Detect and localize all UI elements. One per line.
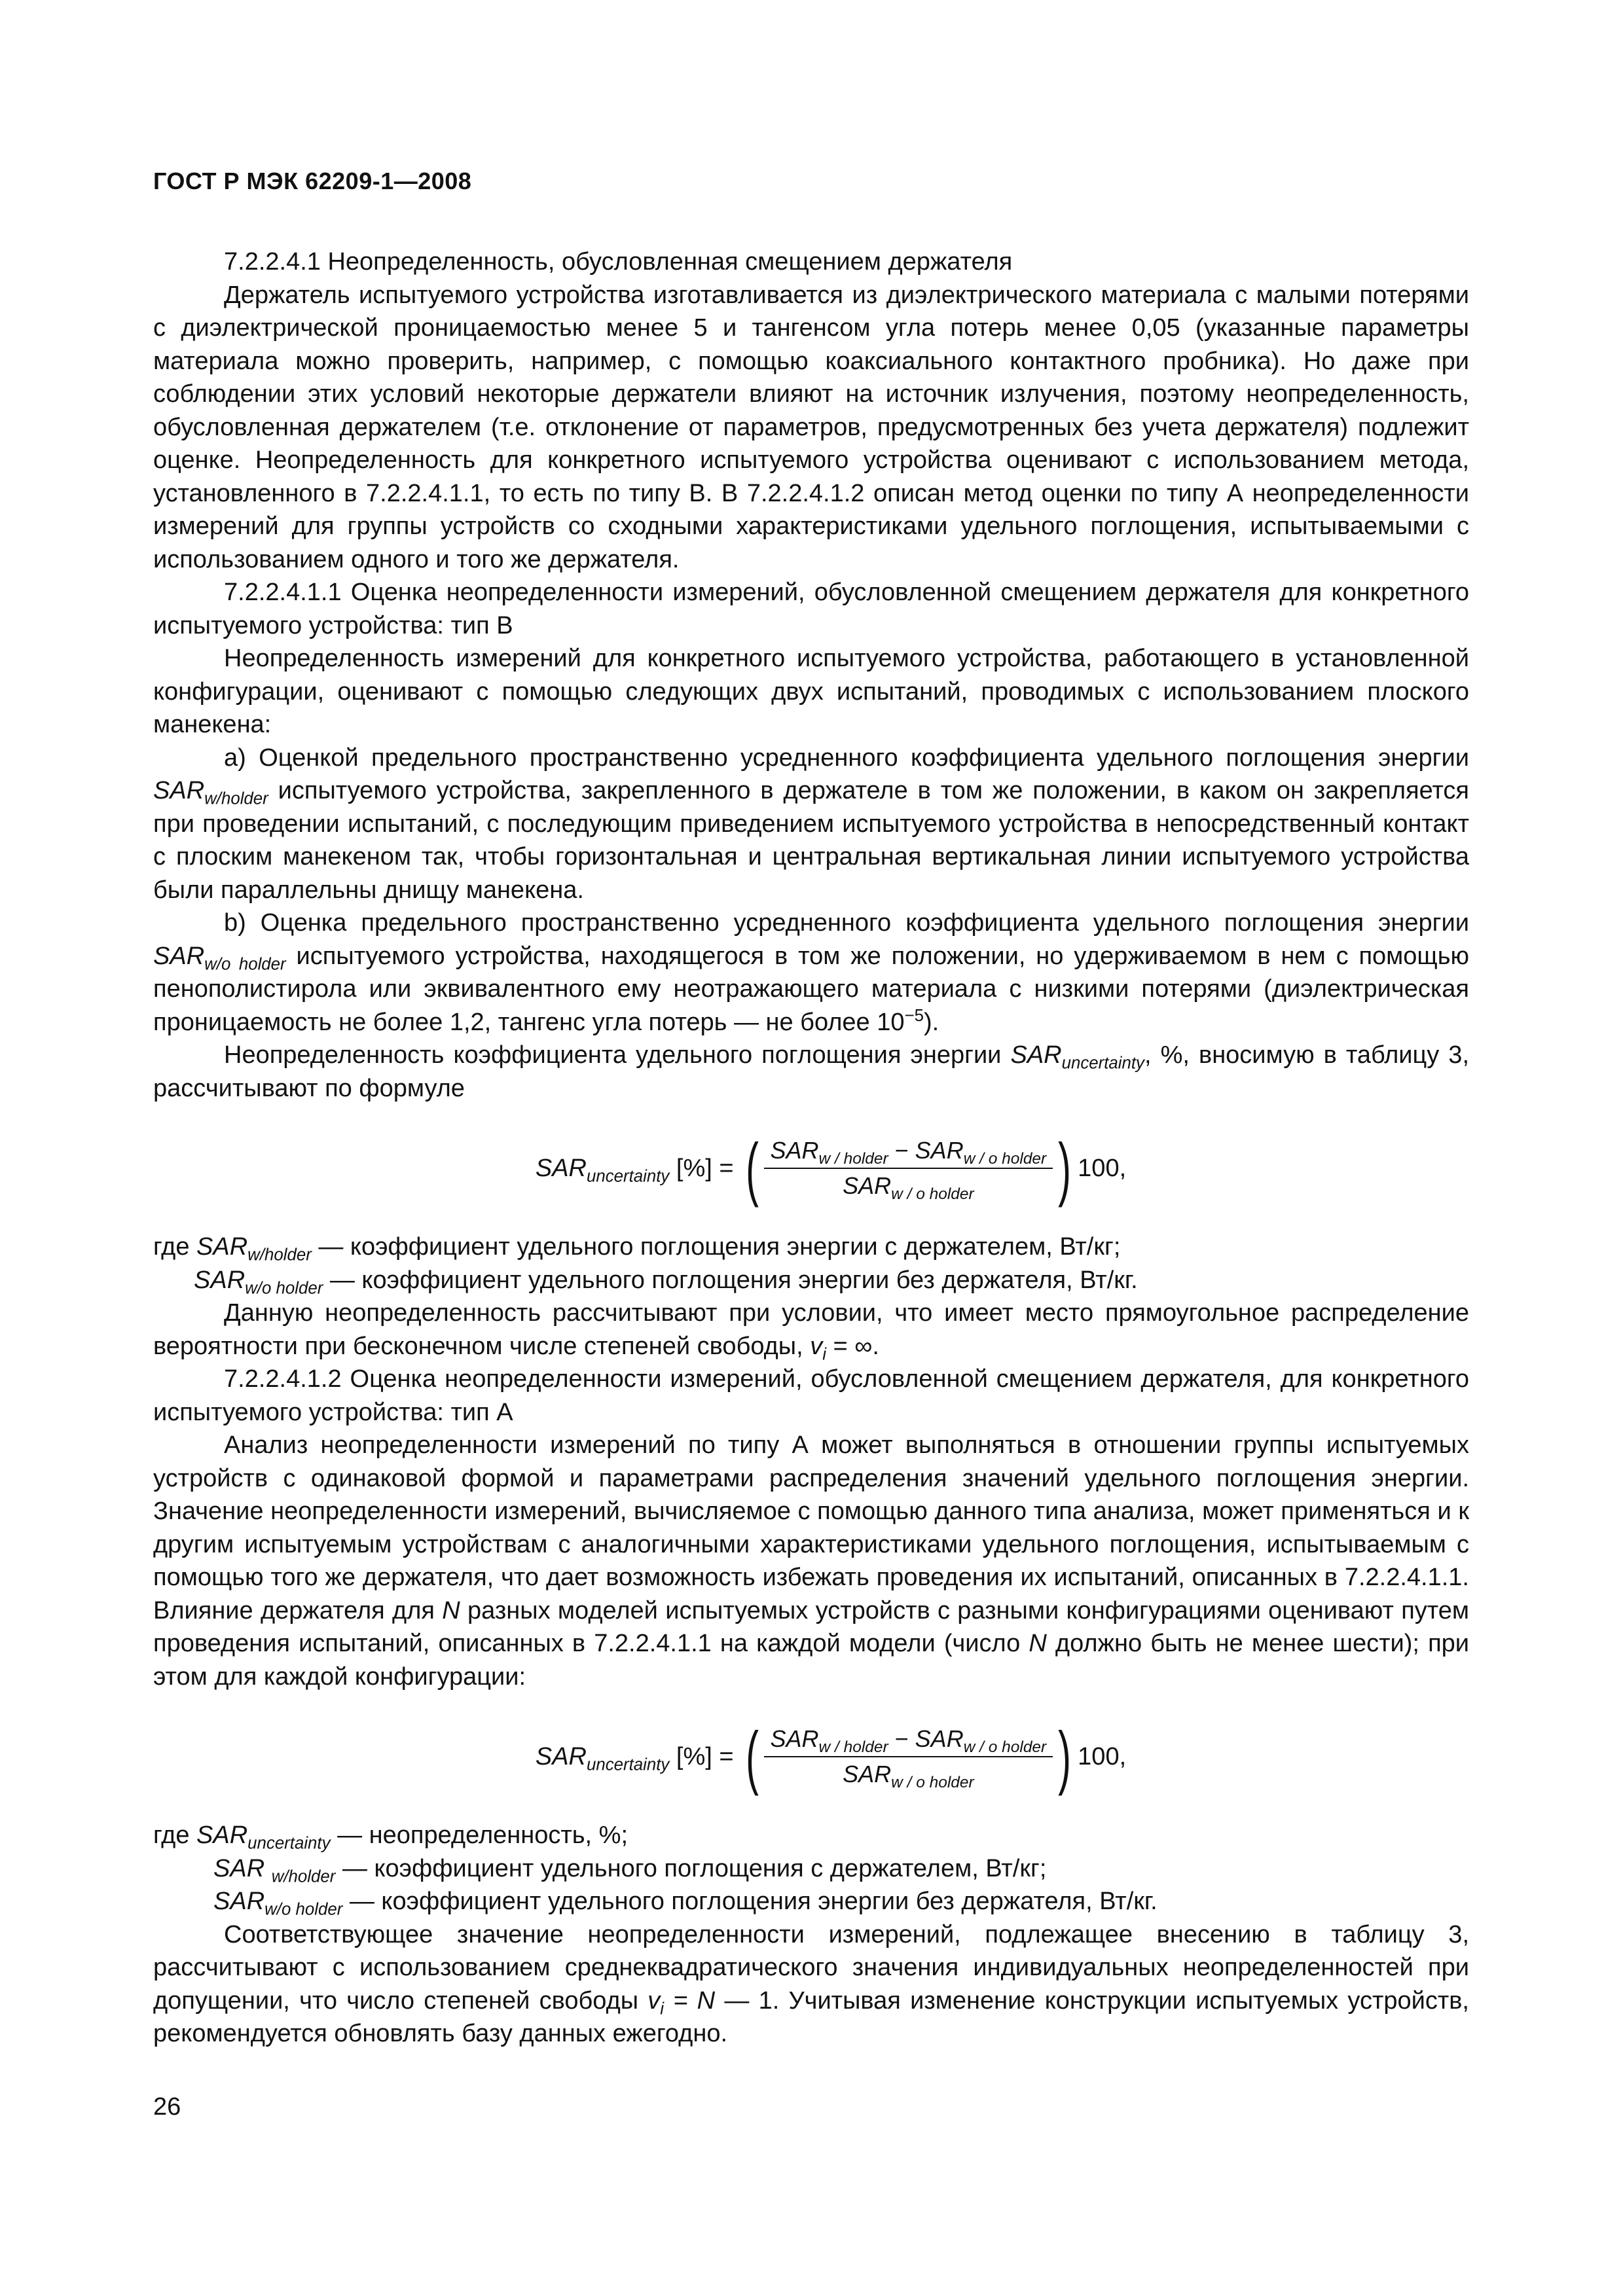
where-item: SAR $_{w/holder}$ — коэффициент удельного поглощения с держателем, Вт/кг;: [213, 1854, 1047, 1886]
paragraph: Неопределенность измерений для конкретного испытуемого устройства, работающего в установленной конфигурации, оценивают с помощью следующих двух испытаний, проводимых с использованием плоского манекена:: [153, 645, 1469, 738]
list-item-a: a) Оценкой предельного пространственно усредненного коэффициента удельного поглощения энергии $SAR_{w/holder}$ испытуемого устройства, закрепленного в держателе в том же положении, в каком он закрепляется при проведении испытаний, с последующим приведением испытуемого устройства в непосредственный контакт с плоским манекеном так, чтобы горизонтальная и центральная вертикальная линии испытуемого устройства были параллельны днищу манекена.: [153, 744, 1469, 904]
section-title: 7.2.2.4.1.1 Оценка неопределенности измерений, обусловленной смещением держателя для конкретного испытуемого устройства: тип В: [153, 579, 1469, 639]
right-paren: ): [1058, 1128, 1072, 1208]
fraction: [764, 1725, 1053, 1789]
paragraph: Анализ неопределенности измерений по типу А может выполняться в отношении группы испытуемых устройств с одинаковой формой и параметрами распределения значений удельного поглощения энергии. Значение неопределенности измерений, вычисляемое с помощью данного типа анализа, может применяться и к другим испытуемым устройствам с аналогичными характеристиками удельного поглощения, испытываемым с помощью того же держателя, что дает возможность избежать проведения их испытаний, описанных в 7.2.2.4.1.1. Влияние держателя для N разных моделей испытуемых устройств с разными конфигурациями оценивают путем проведения испытаний, описанных в 7.2.2.4.1.1 на каждой модели (число N должно быть не менее шести); при этом для каждой конфигурации:: [153, 1431, 1470, 1691]
left-paren: (: [745, 1128, 759, 1208]
paragraph: Данную неопределенность рассчитывают при условии, что имеет место прямоугольное распределение вероятности при бесконечном числе степеней свободы, $v_i$ = ∞.: [153, 1299, 1469, 1363]
paragraph: Держатель испытуемого устройства изготавливается из диэлектрического материала с малыми потерями с диэлектрической проницаемостью менее 5 и тангенсом угла потерь менее 0,05 (указанные параметры материала можно проверить, например, с помощью коаксиального контактного пробника). Но даже при соблюдении этих условий некоторые держатели влияют на источник излучения, поэтому неопределенность, обусловленная держателем (т.е. отклонение от параметров, предусмотренных без учета держателя) подлежит оценке. Неопределенность для конкретного испытуемого устройства оценивают с использованием метода, установленного в 7.2.2.4.1.1, то есть по типу В. В 7.2.2.4.1.2 описан метод оценки по типу А неопределенности измерений для группы устройств со сходными характеристиками удельного поглощения, испытываемыми с использованием одного и того же держателя.: [153, 281, 1469, 573]
where-item: где $SAR_{w/holder}$ — коэффициент удельного поглощения энергии с держателем, Вт/кг;: [153, 1233, 1121, 1265]
where-list-2: [153, 1819, 1469, 1918]
right-paren: ): [1058, 1717, 1072, 1796]
where-list-1: [153, 1230, 1469, 1297]
fraction-denominator: $SAR_{w / o holder}$: [843, 1172, 974, 1203]
symbol-vi: $v_i$: [810, 1332, 826, 1363]
fraction-numerator: $SAR_{w / holder} - SAR_{w / o holder}$: [764, 1136, 1053, 1169]
document-header: ГОСТ Р МЭК 62209-1—2008: [153, 168, 472, 194]
formula-1: $SAR_{uncertainty}$ [%] = ( $\frac{SAR_{w / holder} - SAR_{w / o holder}}{SAR_{w / o holder}}$ ) 100,: [535, 1128, 1127, 1208]
page-number: 26: [153, 2093, 181, 2121]
fraction-numerator: $SAR_{w / holder} - SAR_{w / o holder}$: [764, 1725, 1053, 1757]
paragraph: Неопределенность коэффициента удельного поглощения энергии $SAR_{uncertainty}$, %, вносимую в таблицу 3, рассчитывают по формуле: [153, 1041, 1469, 1102]
where-item: $SAR_{w/o holder}$ — коэффициент удельного поглощения энергии без держателя, Вт/кг.: [213, 1888, 1158, 1919]
symbol-sar-uncertainty: $SAR_{uncertainty}$: [1010, 1041, 1144, 1073]
section-title: 7.2.2.4.1 Неопределенность, обусловленная смещением держателя: [224, 248, 1013, 276]
fraction: [764, 1136, 1053, 1203]
formula-2: $SAR_{uncertainty}$ [%] = ( $\frac{SAR_{w / holder} - SAR_{w / o holder}}{SAR_{w / o holder}}$ ) 100,: [535, 1717, 1127, 1796]
symbol-sar-with-holder: $SAR_{w/holder}$: [153, 777, 268, 808]
section-title: 7.2.2.4.1.2 Оценка неопределенности измерений, обусловленной смещением держателя, для конкретного испытуемого устройства: тип А: [153, 1365, 1469, 1426]
where-item: $SAR_{w/o holder}$ — коэффициент удельного поглощения энергии без держателя, Вт/кг.: [194, 1266, 1138, 1297]
list-item-b: b) Оценка предельного пространственно усредненного коэффициента удельного поглощения энергии $SAR_{w/o holder}$ испытуемого устройства, находящегося в том же положении, но удерживаемом в нем с помощью пенополистирола или эквивалентного ему неотражающего материала с низкими потерями (диэлектрическая проницаемость не более 1,2, тангенс угла потерь — не более $10^{-5}$).: [153, 909, 1469, 1036]
left-paren: (: [745, 1717, 759, 1796]
fraction-denominator: $SAR_{w / o holder}$: [843, 1761, 974, 1791]
where-item: где $SAR_{uncertainty}$ — неопределенность, %;: [153, 1821, 629, 1853]
symbol-sar-without-holder: $SAR_{w/o holder}$: [153, 942, 286, 973]
document-body: [153, 245, 1469, 2051]
paragraph: Соответствующее значение неопределенности измерений, подлежащее внесению в таблицу 3, рассчитывают с использованием среднеквадратического значения индивидуальных неопределенностей при допущении, что число степеней свободы $v_i = N$ — 1. Учитывая изменение конструкции испытуемых устройств, рекомендуется обновлять базу данных ежегодно.: [153, 1920, 1469, 2047]
